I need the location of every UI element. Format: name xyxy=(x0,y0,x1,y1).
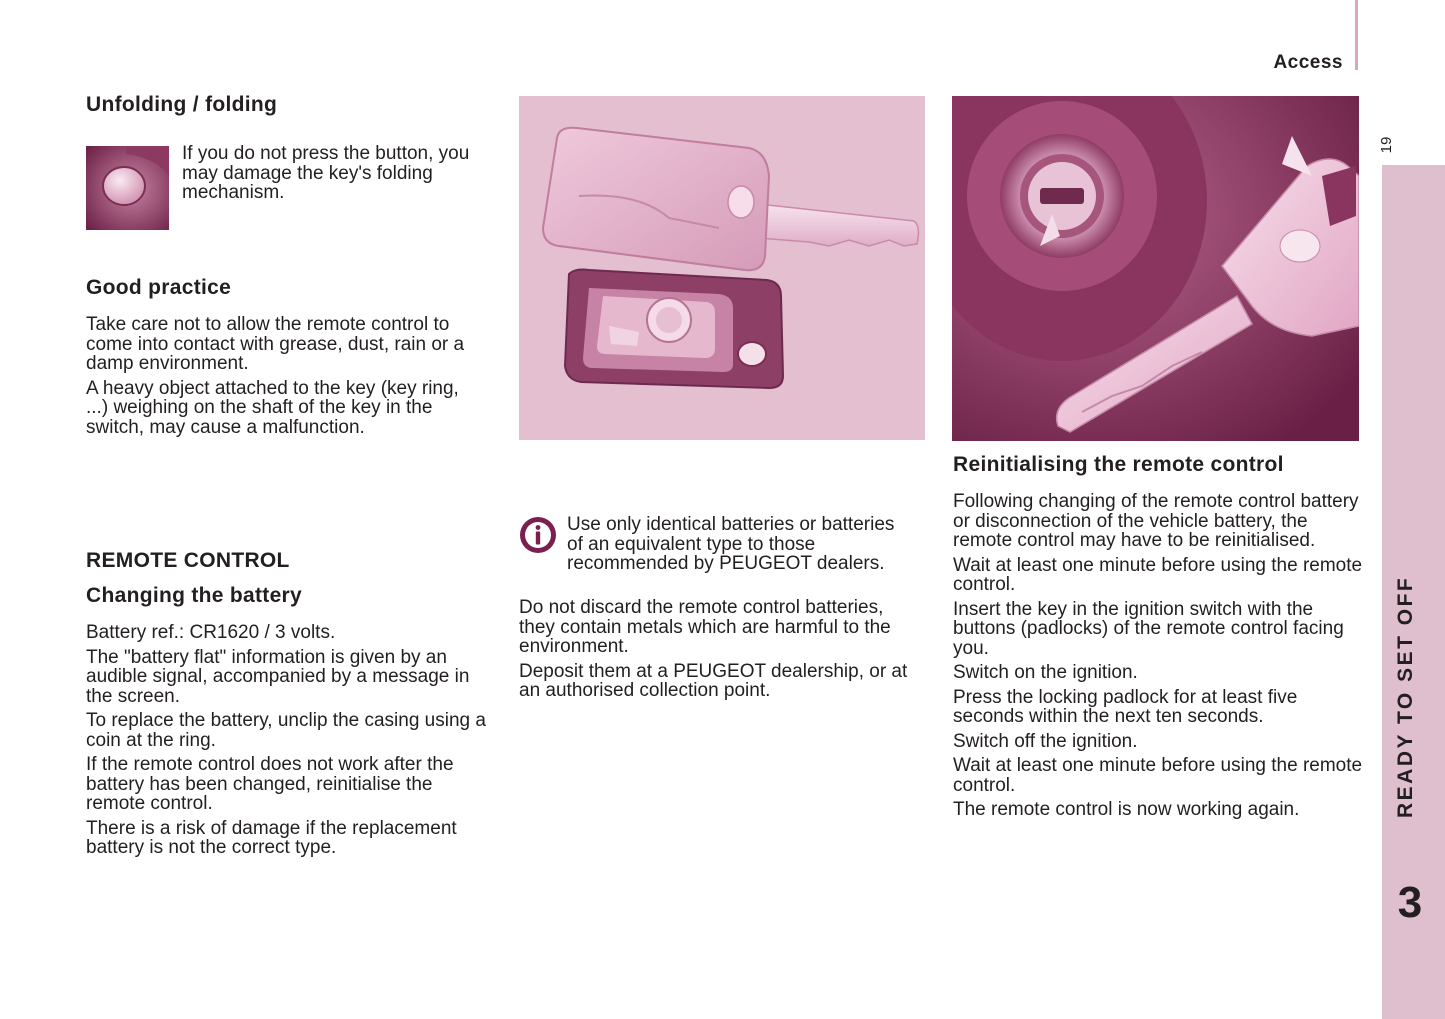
battery-paragraph: If the remote control does not work after the battery has been changed, reinitialise the remote control. xyxy=(86,754,454,814)
section-title: Access xyxy=(1273,52,1343,73)
disposal-paragraph: Do not discard the remote control batteries, they contain metals which are harmful to the environment. xyxy=(519,597,891,657)
disposal-paragraph: Deposit them at a PEUGEOT dealership, or at an authorised collection point. xyxy=(519,660,908,701)
folding-button-thumbnail xyxy=(86,146,169,230)
info-note-text: Use only identical batteries or batteries of an equivalent type to those recommended by PEUGEOT dealers. xyxy=(567,514,895,574)
reinitialising-title: Reinitialising the remote control xyxy=(953,453,1284,476)
reinit-step: The remote control is now working again. xyxy=(953,799,1300,820)
reinit-step: Switch off the ignition. xyxy=(953,730,1138,752)
battery-paragraph: To replace the battery, unclip the casing using a coin at the ring. xyxy=(86,710,486,751)
chapter-label: READY TO SET OFF xyxy=(1394,575,1417,818)
remote-control-heading: REMOTE CONTROL xyxy=(86,549,290,572)
reinit-step: Wait at least one minute before using the remote control. xyxy=(953,554,1363,595)
good-practice-title: Good practice xyxy=(86,276,232,299)
reinit-step: Wait at least one minute before using the remote control. xyxy=(953,755,1363,796)
battery-paragraph: There is a risk of damage if the replacement battery is not the correct type. xyxy=(86,817,457,858)
battery-paragraph: The "battery flat" information is given by an audible signal, accompanied by a message in the screen. xyxy=(86,646,470,707)
reinit-step: Insert the key in the ignition switch with the buttons (padlocks) of the remote control facing you. xyxy=(953,598,1344,659)
info-icon xyxy=(519,516,557,554)
ignition-switch-illustration xyxy=(952,96,1359,441)
page-number: 19 xyxy=(1378,136,1395,154)
battery-paragraph: Battery ref.: CR1620 / 3 volts. xyxy=(86,622,336,643)
reinit-step: Following changing of the remote control battery or disconnection of the vehicle battery, the remote control may have to be reinitialised. xyxy=(953,491,1359,551)
header-divider xyxy=(1355,0,1358,70)
key-casing-illustration xyxy=(519,96,925,440)
unfolding-text: If you do not press the button, you may damage the key's folding mechanism. xyxy=(182,143,470,203)
reinit-step: Switch on the ignition. xyxy=(953,662,1138,683)
chapter-number: 3 xyxy=(1397,878,1423,927)
unfolding-title: Unfolding / folding xyxy=(86,93,278,116)
reinit-step: Press the locking padlock for at least five seconds within the next ten seconds. xyxy=(953,686,1298,727)
good-practice-paragraph: A heavy object attached to the key (key ring, ...) weighing on the shaft of the key in the switch, may cause a malfunction. xyxy=(86,377,459,438)
good-practice-paragraph: Take care not to allow the remote control to come into contact with grease, dust, rain or a damp environment. xyxy=(86,314,465,374)
changing-battery-title: Changing the battery xyxy=(86,584,303,607)
